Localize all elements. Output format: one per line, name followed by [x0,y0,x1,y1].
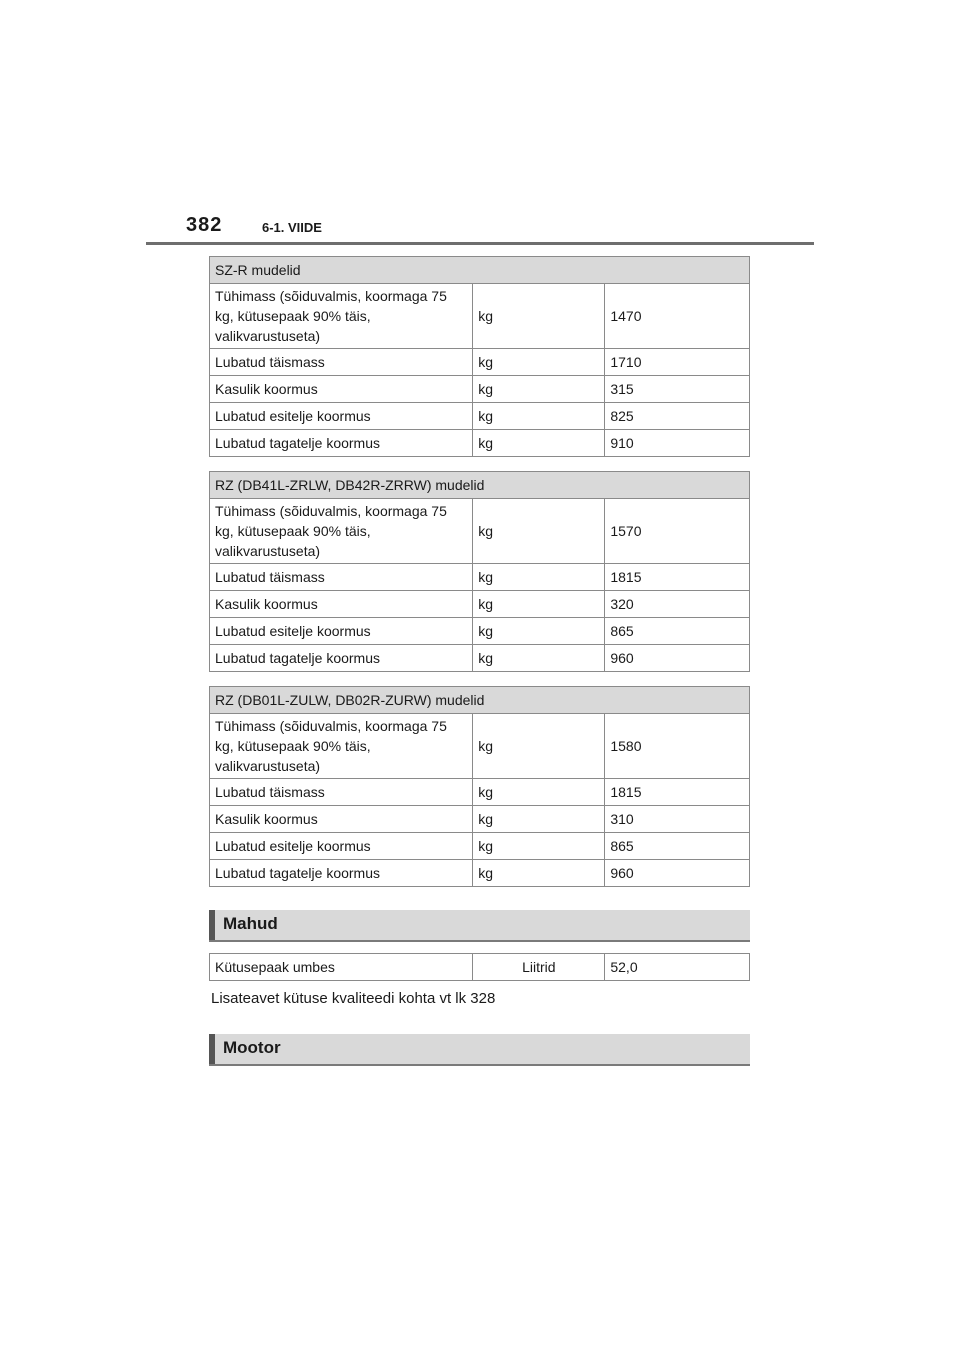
row-value: 320 [605,591,750,618]
table-row [210,349,750,376]
table-title: SZ-R mudelid [210,257,750,284]
row-unit: kg [473,833,605,860]
row-value: 1815 [605,779,750,806]
table-row [210,860,750,887]
table-row [210,954,750,981]
row-label: Lubatud täismass [210,349,473,376]
fuel-quality-note: Lisateavet kütuse kvaliteedi kohta vt lk 328 [211,990,496,1007]
row-value: 52,0 [605,954,750,981]
row-label: Lubatud esitelje koormus [210,403,473,430]
row-label: Kasulik koormus [210,376,473,403]
row-value: 865 [605,618,750,645]
row-label: Kütusepaak umbes [210,954,473,981]
table-row [210,645,750,672]
page-number: 382 [186,214,223,236]
row-value: 1710 [605,349,750,376]
heading-accent-bar [209,910,215,940]
table-row [210,618,750,645]
table-title: RZ (DB41L-ZRLW, DB42R-ZRRW) mudelid [210,472,750,499]
row-value: 1570 [605,499,750,564]
row-unit: kg [473,779,605,806]
row-label: Lubatud täismass [210,779,473,806]
row-label: Lubatud tagatelje koormus [210,430,473,457]
table-title: RZ (DB01L-ZULW, DB02R-ZURW) mudelid [210,687,750,714]
row-unit: kg [473,714,605,779]
row-unit: kg [473,403,605,430]
row-unit: kg [473,349,605,376]
row-value: 1580 [605,714,750,779]
row-value: 960 [605,645,750,672]
row-label: Lubatud esitelje koormus [210,833,473,860]
table-header-row [210,257,750,284]
table-header-row [210,687,750,714]
mahud-heading [209,910,750,942]
row-unit: kg [473,284,605,349]
table-row [210,564,750,591]
spec-table-sz-r [209,256,750,457]
row-label: Kasulik koormus [210,806,473,833]
row-label: Tühimass (sõiduvalmis, koormaga 75 kg, kütusepaak 90% täis, valikvarustuseta) [210,714,473,779]
row-value: 315 [605,376,750,403]
row-unit: kg [473,806,605,833]
mootor-heading-text: Mootor [223,1038,281,1057]
row-label: Tühimass (sõiduvalmis, koormaga 75 kg, kütusepaak 90% täis, valikvarustuseta) [210,499,473,564]
row-label: Lubatud tagatelje koormus [210,645,473,672]
row-unit: kg [473,564,605,591]
row-label: Lubatud esitelje koormus [210,618,473,645]
row-label: Lubatud täismass [210,564,473,591]
table-row [210,403,750,430]
table-row [210,591,750,618]
row-value: 910 [605,430,750,457]
table-row [210,779,750,806]
table-row [210,284,750,349]
row-label: Kasulik koormus [210,591,473,618]
header-rule [146,242,814,245]
heading-accent-bar [209,1034,215,1064]
spec-table-rz-zulw [209,686,750,887]
row-unit: Liitrid [473,954,605,981]
table-row [210,833,750,860]
capacity-table [209,953,750,981]
row-unit: kg [473,618,605,645]
row-label: Tühimass (sõiduvalmis, koormaga 75 kg, kütusepaak 90% täis, valikvarustuseta) [210,284,473,349]
table-row [210,499,750,564]
table-row [210,430,750,457]
mootor-heading [209,1034,750,1066]
row-value: 1815 [605,564,750,591]
table-row [210,806,750,833]
row-unit: kg [473,499,605,564]
row-value: 310 [605,806,750,833]
table-row [210,376,750,403]
table-row [210,714,750,779]
spec-table-rz-zrlw [209,471,750,672]
section-label: 6-1. VIIDE [262,220,322,235]
row-label: Lubatud tagatelje koormus [210,860,473,887]
row-unit: kg [473,430,605,457]
row-unit: kg [473,860,605,887]
row-unit: kg [473,645,605,672]
row-value: 865 [605,833,750,860]
row-value: 960 [605,860,750,887]
row-value: 1470 [605,284,750,349]
mahud-heading-text: Mahud [223,914,278,933]
row-value: 825 [605,403,750,430]
row-unit: kg [473,591,605,618]
row-unit: kg [473,376,605,403]
table-header-row [210,472,750,499]
